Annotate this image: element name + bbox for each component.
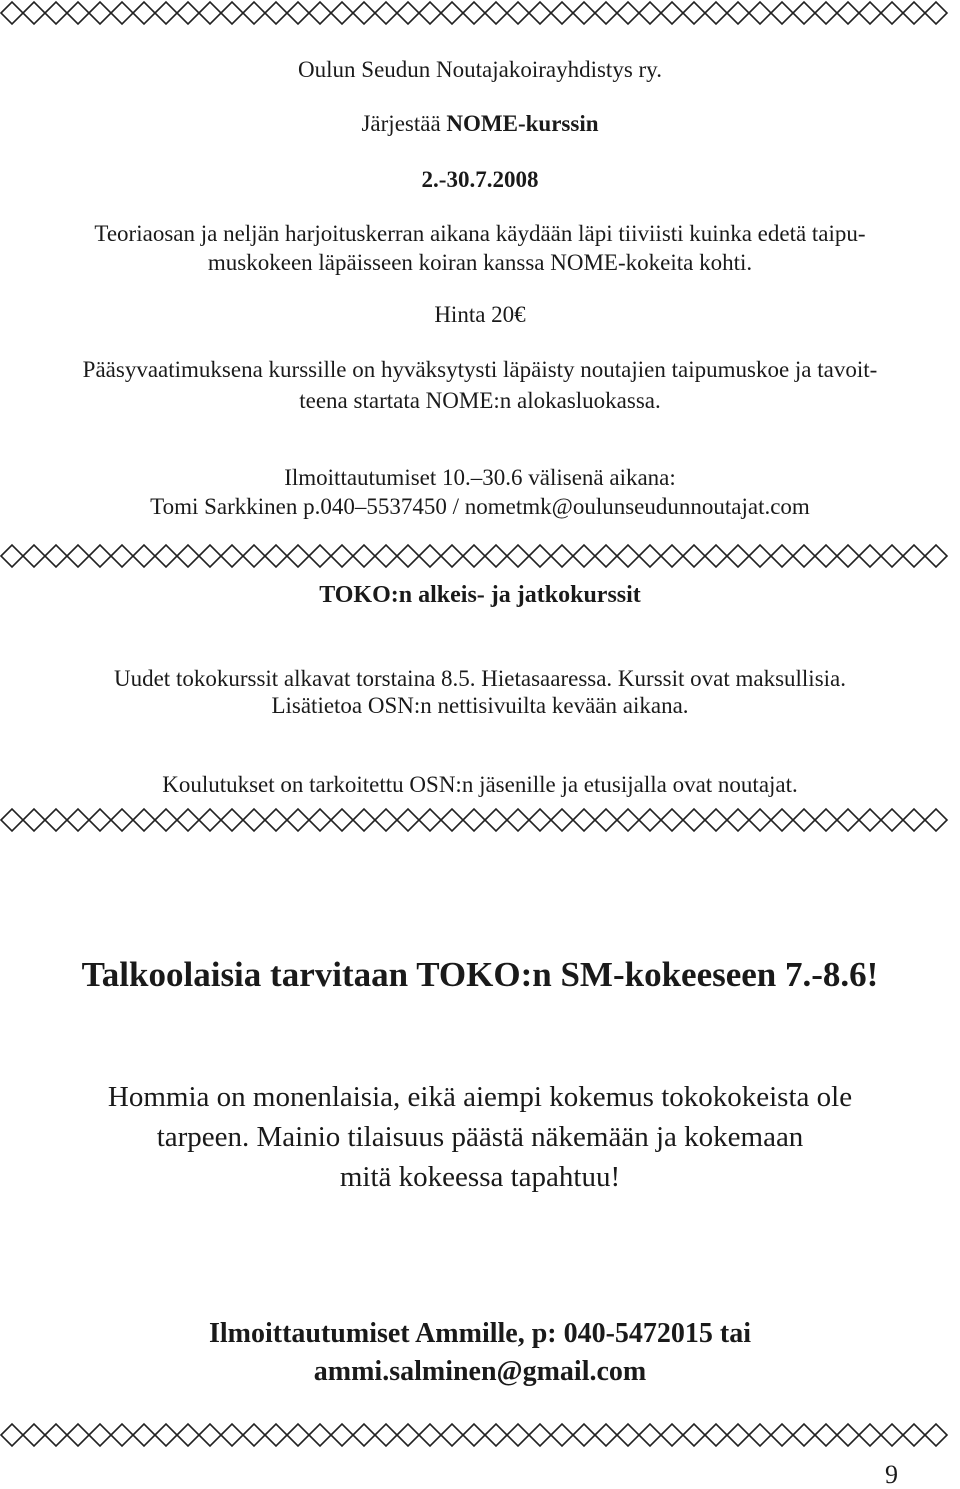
diamond-shape	[155, 2, 177, 24]
diamond-shape	[221, 809, 243, 831]
diamond-shape	[749, 809, 771, 831]
diamond-shape	[111, 809, 133, 831]
diamond-shape	[551, 545, 573, 567]
diamond-shape	[243, 809, 265, 831]
diamond-shape	[859, 809, 881, 831]
diamond-shape	[177, 1424, 199, 1446]
diamond-shape	[287, 545, 309, 567]
diamond-shape	[529, 2, 551, 24]
diamond-shape	[639, 2, 661, 24]
diamond-shape	[551, 809, 573, 831]
diamond-shape	[45, 809, 67, 831]
toko-line-3: Koulutukset on tarkoitettu OSN:n jäsenille ja etusijalla ovat noutajat.	[162, 772, 798, 797]
diamond-shape	[309, 1424, 331, 1446]
diamond-shape	[573, 2, 595, 24]
diamond-shape	[859, 1424, 881, 1446]
diamond-shape	[265, 2, 287, 24]
diamond-shape	[353, 545, 375, 567]
diamond-shape	[23, 2, 45, 24]
diamond-shape	[507, 545, 529, 567]
diamond-shape	[353, 809, 375, 831]
diamond-shape	[793, 2, 815, 24]
diamond-shape	[1, 809, 23, 831]
diamond-shape	[177, 545, 199, 567]
diamond-shape	[793, 1424, 815, 1446]
org-name: Oulun Seudun Noutajakoirayhdistys ry.	[298, 57, 662, 82]
diamond-shape	[441, 1424, 463, 1446]
course-dates: 2.-30.7.2008	[421, 167, 539, 192]
diamond-shape	[903, 545, 925, 567]
diamond-shape	[133, 2, 155, 24]
diamond-shape	[353, 1424, 375, 1446]
diamond-shape	[925, 2, 947, 24]
diamond-shape	[881, 1424, 903, 1446]
diamond-shape	[67, 545, 89, 567]
diamond-shape	[771, 545, 793, 567]
diamond-shape	[683, 545, 705, 567]
diamond-shape	[199, 545, 221, 567]
diamond-shape	[23, 809, 45, 831]
diamond-shape	[375, 545, 397, 567]
diamond-shape	[595, 2, 617, 24]
diamond-shape	[221, 2, 243, 24]
diamond-shape	[507, 809, 529, 831]
diamond-shape	[419, 2, 441, 24]
toko-line-2: Lisätietoa OSN:n nettisivuilta kevään aikana.	[271, 693, 689, 718]
diamond-shape	[881, 809, 903, 831]
diamond-shape	[507, 1424, 529, 1446]
diamond-shape	[639, 1424, 661, 1446]
diamond-shape	[375, 809, 397, 831]
diamond-shape	[111, 2, 133, 24]
diamond-shape	[573, 545, 595, 567]
diamond-shape	[925, 545, 947, 567]
diamond-shape	[287, 809, 309, 831]
diamond-shape	[353, 2, 375, 24]
diamond-shape	[331, 2, 353, 24]
arranges-line	[0, 111, 960, 137]
diamond-shape	[573, 809, 595, 831]
signup-line-1: Ilmoittautumiset Ammille, p: 040-5472015 tai	[208, 1318, 752, 1349]
diamond-shape	[485, 2, 507, 24]
diamond-shape	[617, 1424, 639, 1446]
diamond-shape	[705, 2, 727, 24]
diamond-shape	[89, 2, 111, 24]
diamond-shape	[859, 2, 881, 24]
diamond-shape	[881, 2, 903, 24]
diamond-shape	[793, 809, 815, 831]
diamond-shape	[727, 809, 749, 831]
diamond-shape	[727, 1424, 749, 1446]
diamond-border-middle-2	[0, 807, 960, 833]
diamond-shape	[331, 545, 353, 567]
diamond-shape	[133, 1424, 155, 1446]
diamond-shape	[661, 2, 683, 24]
diamond-shape	[595, 809, 617, 831]
diamond-shape	[771, 809, 793, 831]
diamond-shape	[243, 2, 265, 24]
diamond-shape	[67, 809, 89, 831]
diamond-shape	[727, 2, 749, 24]
diamond-shape	[463, 809, 485, 831]
diamond-shape	[265, 1424, 287, 1446]
diamond-border-middle-1	[0, 543, 960, 569]
diamond-shape	[397, 1424, 419, 1446]
page-number: 9	[885, 1460, 898, 1489]
diamond-shape	[441, 545, 463, 567]
diamond-shape	[45, 1424, 67, 1446]
diamond-shape	[89, 545, 111, 567]
diamond-shape	[485, 1424, 507, 1446]
diamond-shape	[639, 545, 661, 567]
diamond-shape	[837, 2, 859, 24]
diamond-shape	[177, 2, 199, 24]
diamond-shape	[265, 809, 287, 831]
diamond-shape	[155, 545, 177, 567]
diamond-shape	[397, 809, 419, 831]
diamond-shape	[265, 545, 287, 567]
diamond-shape	[89, 1424, 111, 1446]
talkoo-body-line-3: mitä kokeessa tapahtuu!	[339, 1161, 621, 1193]
diamond-shape	[155, 809, 177, 831]
diamond-shape	[771, 1424, 793, 1446]
diamond-shape	[529, 809, 551, 831]
diamond-shape	[529, 1424, 551, 1446]
diamond-shape	[111, 545, 133, 567]
diamond-shape	[837, 809, 859, 831]
price: Hinta 20€	[434, 302, 526, 327]
diamond-shape	[903, 809, 925, 831]
registration-line-1: Ilmoittautumiset 10.–30.6 välisenä aikana:	[284, 465, 676, 490]
diamond-shape	[287, 1424, 309, 1446]
diamond-shape	[727, 545, 749, 567]
talkoo-body-line-1: Hommia on monenlaisia, eikä aiempi kokemus tokokokeista ole	[107, 1081, 853, 1113]
diamond-shape	[419, 809, 441, 831]
diamond-shape	[683, 1424, 705, 1446]
diamond-shape	[903, 1424, 925, 1446]
toko-title: TOKO:n alkeis- ja jatkokurssit	[319, 582, 641, 608]
diamond-shape	[243, 1424, 265, 1446]
diamond-shape	[133, 809, 155, 831]
course-name: NOME-kurssin	[446, 111, 599, 136]
diamond-shape	[485, 809, 507, 831]
diamond-shape	[573, 1424, 595, 1446]
talkoo-body-line-2: tarpeen. Mainio tilaisuus päästä näkemään ja kokemaan	[156, 1121, 804, 1153]
diamond-shape	[771, 2, 793, 24]
diamond-shape	[881, 545, 903, 567]
talkoo-headline: Talkoolaisia tarvitaan TOKO:n SM-kokeeseen 7.-8.6!	[81, 955, 879, 994]
diamond-shape	[617, 2, 639, 24]
diamond-shape	[1, 1424, 23, 1446]
diamond-border-top	[0, 0, 960, 26]
description-line-1: Teoriaosan ja neljän harjoituskerran aikana käydään läpi tiiviisti kuinka edetä taipu-	[94, 221, 866, 246]
diamond-shape	[463, 545, 485, 567]
diamond-shape	[683, 2, 705, 24]
diamond-shape	[617, 545, 639, 567]
diamond-shape	[705, 1424, 727, 1446]
diamond-shape	[199, 1424, 221, 1446]
diamond-shape	[705, 545, 727, 567]
arranges-prefix: Järjestää	[361, 111, 447, 136]
diamond-shape	[441, 809, 463, 831]
diamond-shape	[199, 2, 221, 24]
diamond-shape	[925, 1424, 947, 1446]
diamond-shape	[331, 809, 353, 831]
diamond-shape	[551, 2, 573, 24]
diamond-shape	[485, 545, 507, 567]
diamond-shape	[45, 545, 67, 567]
requirements-line-1: Pääsyvaatimuksena kurssille on hyväksytysti läpäisty noutajien taipumuskoe ja tavoit-	[82, 357, 878, 382]
diamond-shape	[661, 809, 683, 831]
diamond-shape	[397, 2, 419, 24]
diamond-shape	[793, 545, 815, 567]
diamond-shape	[375, 2, 397, 24]
diamond-shape	[837, 1424, 859, 1446]
diamond-shape	[419, 1424, 441, 1446]
diamond-shape	[331, 1424, 353, 1446]
diamond-shape	[815, 2, 837, 24]
diamond-shape	[595, 545, 617, 567]
diamond-shape	[1, 545, 23, 567]
diamond-shape	[551, 1424, 573, 1446]
diamond-shape	[815, 809, 837, 831]
diamond-shape	[309, 545, 331, 567]
diamond-shape	[397, 545, 419, 567]
diamond-shape	[683, 809, 705, 831]
requirements-line-2: teena startata NOME:n alokasluokassa.	[299, 388, 661, 413]
diamond-shape	[815, 545, 837, 567]
diamond-shape	[67, 1424, 89, 1446]
diamond-shape	[529, 545, 551, 567]
diamond-shape	[89, 809, 111, 831]
diamond-shape	[155, 1424, 177, 1446]
diamond-shape	[221, 1424, 243, 1446]
diamond-shape	[23, 545, 45, 567]
diamond-shape	[463, 2, 485, 24]
diamond-shape	[859, 545, 881, 567]
diamond-shape	[749, 545, 771, 567]
diamond-shape	[815, 1424, 837, 1446]
diamond-shape	[287, 2, 309, 24]
registration-contact: Tomi Sarkkinen p.040–5537450 / nometmk@oulunseudunnoutajat.com	[150, 494, 810, 519]
diamond-shape	[111, 1424, 133, 1446]
diamond-shape	[507, 2, 529, 24]
diamond-shape	[419, 545, 441, 567]
diamond-shape	[639, 809, 661, 831]
toko-line-1: Uudet tokokurssit alkavat torstaina 8.5. Hietasaaressa. Kurssit ovat maksullisia.	[113, 666, 846, 691]
diamond-shape	[1, 2, 23, 24]
diamond-shape	[199, 809, 221, 831]
signup-email: ammi.salminen@gmail.com	[313, 1356, 647, 1387]
diamond-shape	[749, 2, 771, 24]
diamond-shape	[617, 809, 639, 831]
diamond-shape	[309, 2, 331, 24]
diamond-shape	[661, 1424, 683, 1446]
diamond-shape	[309, 809, 331, 831]
diamond-shape	[23, 1424, 45, 1446]
diamond-border-bottom	[0, 1422, 960, 1448]
diamond-shape	[705, 809, 727, 831]
diamond-shape	[177, 809, 199, 831]
diamond-shape	[463, 1424, 485, 1446]
description-line-2: muskokeen läpäisseen koiran kanssa NOME-kokeita kohti.	[207, 250, 753, 275]
diamond-shape	[441, 2, 463, 24]
diamond-shape	[837, 545, 859, 567]
diamond-shape	[221, 545, 243, 567]
diamond-shape	[903, 2, 925, 24]
diamond-shape	[243, 545, 265, 567]
diamond-shape	[595, 1424, 617, 1446]
diamond-shape	[67, 2, 89, 24]
diamond-shape	[749, 1424, 771, 1446]
diamond-shape	[45, 2, 67, 24]
diamond-shape	[661, 545, 683, 567]
diamond-shape	[925, 809, 947, 831]
diamond-shape	[133, 545, 155, 567]
diamond-shape	[375, 1424, 397, 1446]
